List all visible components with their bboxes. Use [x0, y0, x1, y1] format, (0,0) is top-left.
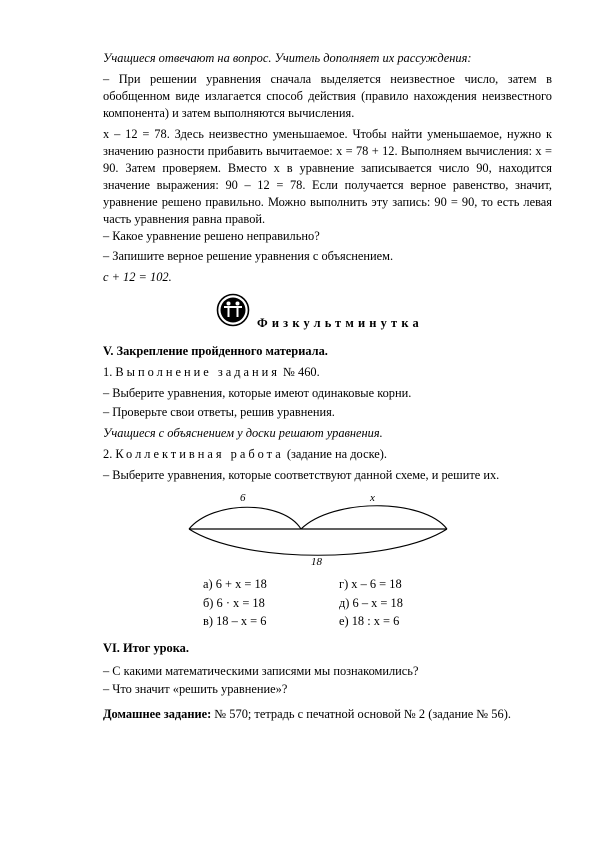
physical-break	[103, 293, 552, 339]
task-2-ref: (задание на доске).	[286, 447, 387, 461]
physical-break-label: Физкультминутка	[257, 316, 423, 330]
equation-d: г) x – 6 = 18	[339, 577, 402, 591]
question-1: – Какое уравнение решено неправильно?	[103, 229, 320, 243]
task-1-line-b: – Проверьте свои ответы, решив уравнения.	[103, 405, 335, 419]
task-2-number: 2.	[103, 447, 113, 461]
exercise-icon	[216, 293, 250, 327]
equation-b: б) 6 · x = 18	[203, 595, 265, 610]
homework	[103, 706, 552, 723]
scheme-total-label: 18	[311, 556, 322, 568]
task-1-title: Выполнение задания	[115, 365, 280, 379]
equation-scheme	[183, 492, 453, 570]
task-1-number: 1.	[103, 365, 113, 379]
equation-c: в) 18 – x = 6	[203, 614, 267, 628]
task-1-note: Учащиеся с объяснением у доски решают уравнения.	[103, 426, 383, 440]
summary-question-1: – С какими математическими записями мы познакомились?	[103, 664, 419, 678]
equation-a: а) 6 + x = 18	[203, 577, 267, 591]
summary-question-2: – Что значит «решить уравнение»?	[103, 682, 288, 696]
task-1-line-a: – Выберите уравнения, которые имеют одинаковые корни.	[103, 386, 412, 400]
scheme-right-label: x	[370, 492, 375, 504]
question-2: – Запишите верное решение уравнения с объяснением.	[103, 249, 394, 263]
teacher-note: Учащиеся отвечают на вопрос. Учитель дополняет их рассуждения:	[103, 51, 472, 65]
equation-options	[103, 576, 552, 632]
equation-e: д) 6 – x = 18	[339, 595, 403, 610]
task-2-title: Коллективная работа	[115, 447, 284, 461]
section-6-heading: VI. Итог урока.	[103, 641, 189, 655]
scheme-left-label: 6	[240, 492, 246, 504]
homework-label: Домашнее задание:	[103, 707, 212, 721]
section-5-heading: V. Закрепление пройденного материала.	[103, 344, 328, 358]
equation-task: c + 12 = 102.	[103, 270, 172, 284]
task-1-heading	[103, 364, 552, 381]
example-paragraph: x – 12 = 78. Здесь неизвестно уменьшаемое. Чтобы найти уменьшаемое, нужно к значению разности прибавить вычитаемое: x = 78 + 12. Выполняем вычисления: x = 90. Затем проверяем. Вместо x в уравнение записывается число 90, находится значение выражения: 90 – 12 = 78. Если получается верное равенство, значит, уравнение решено правильно. Можно выполнить эту запись: 90 = 90, то есть левая часть уравнения равна правой.	[103, 127, 552, 226]
task-1-ref: № 460.	[283, 365, 320, 379]
task-2-line-a: – Выберите уравнения, которые соответствуют данной схеме, и решите их.	[103, 468, 500, 482]
explanation-paragraph: – При решении уравнения сначала выделяется неизвестное число, затем в обобщенном виде излагается способ действия (правило нахождения неизвестного компонента) и затем выполняются вычисления.	[103, 72, 552, 120]
equation-f: е) 18 : x = 6	[339, 614, 400, 628]
homework-text: № 570; тетрадь с печатной основой № 2 (задание № 56).	[214, 707, 511, 721]
task-2-heading	[103, 446, 552, 463]
page-content	[103, 50, 552, 723]
